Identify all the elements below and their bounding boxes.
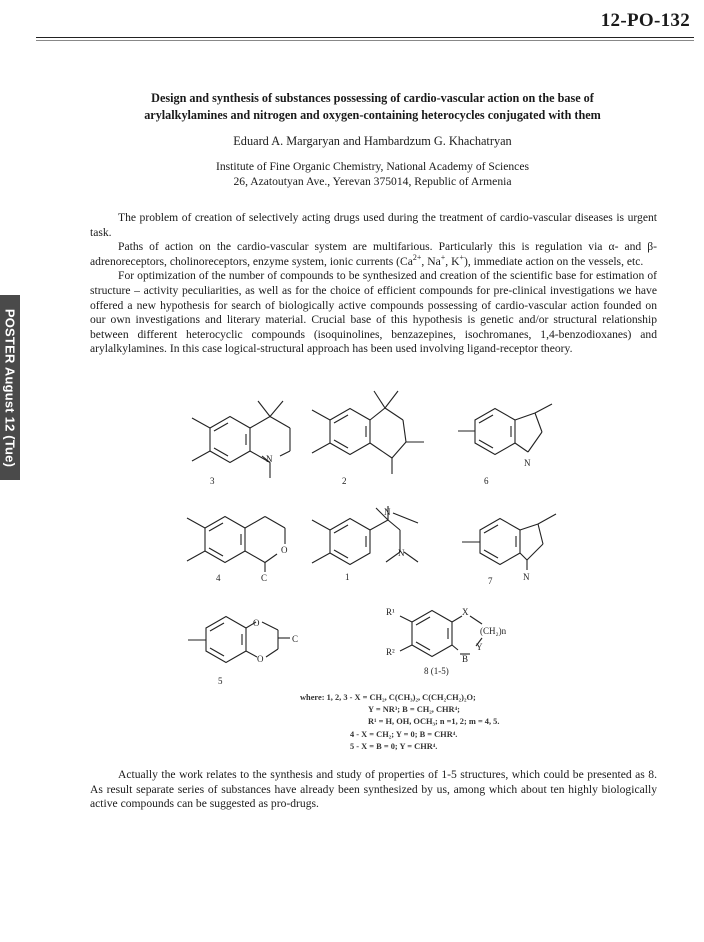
atom-c-label: C [292, 634, 299, 644]
paragraph-3: For optimization of the number of compounds to be synthesized and creation of the scientific base for estimation of structure – activity peculiarities, as well as for the choice of efficient compounds for pre-clinical investigations we have offered a new hypothesis for search of biologically active compounds possessing of cardio-vascular action founded on our own investigations and literary material. Crucial base of this hypothesis is genetic and/or structural relationship between different heterocyclic compounds (isoquinolines, benzazepines, isochromanes, 1,4-benzodioxanes) and arylalkylamines. In this case logical-structural approach has been used involving ligand-receptor theory. [90, 269, 657, 356]
poster-code: 12-PO-132 [600, 10, 690, 31]
title-line-1: Design and synthesis of substances possessing of cardio-vascular action on the base of [151, 91, 594, 105]
substituent-r2: R² [386, 647, 395, 657]
structure-1-number: 1 [345, 572, 350, 582]
definition-line: Y = NR³; B = CH₂, CHR⁴; [368, 705, 460, 715]
atom-c-label: C [261, 573, 268, 583]
structure-3-number: 3 [210, 476, 215, 486]
paragraph-2-text-d: ), immediate action on the vessels, etc. [463, 254, 644, 268]
structure-7-number: 7 [488, 576, 493, 586]
structure-5-number: 5 [218, 676, 223, 686]
affiliation-line-2: 26, Azatoutyan Ave., Yerevan 375014, Republic of Armenia [233, 174, 512, 188]
structure-8 [400, 611, 482, 657]
definition-line: R¹ = H, OH, OCH₃; n =1, 2; m = 4, 5. [368, 717, 500, 727]
atom-x-label: X [462, 607, 469, 617]
paragraph-2-text-c: , K [445, 254, 460, 268]
structure-4 [187, 517, 285, 573]
atom-o-label: O [253, 618, 260, 628]
atom-n-label: N [523, 572, 530, 582]
structure-6-number: 6 [484, 476, 489, 486]
superscript: + [459, 252, 464, 262]
affiliation-line-1: Institute of Fine Organic Chemistry, National Academy of Sciences [216, 160, 529, 173]
atom-n-label: N [266, 454, 273, 464]
atom-b-label: B [462, 654, 469, 664]
structure-5 [188, 617, 290, 663]
title-line-2: arylalkylamines and nitrogen and oxygen-containing heterocycles conjugated with them [144, 108, 601, 122]
ring-chain-label: (CH₂)n [480, 626, 507, 636]
structure-8-number: 8 (1-5) [424, 666, 449, 676]
atom-n-label: N [398, 548, 405, 558]
paragraph-4: Actually the work relates to the synthesis and study of properties of 1-5 structures, which could be presented as 8. As result separate series of substances have already been synthesized by us, among which about ten highly biologically active compounds can be suggested as pro-drugs. [90, 768, 657, 811]
substituent-r1: R¹ [386, 607, 395, 617]
structure-6 [458, 404, 552, 455]
paragraph-1: The problem of creation of selectively acting drugs used during the treatment of cardio-vascular diseases is urgent task. [90, 211, 657, 239]
atom-n-label: N [384, 507, 391, 517]
structure-3 [192, 401, 290, 478]
structure-2 [312, 391, 424, 474]
atom-o-label: O [257, 654, 264, 664]
paragraph-2-text-a: Paths of action on the cardio-vascular system are multifarious. Particularly this is regulation via α- and β-adrenoreceptors, cholinoreceptors, enzyme system, ionic currents (Ca [90, 240, 657, 268]
structure-2-number: 2 [342, 476, 347, 486]
authors: Eduard A. Margaryan and Hambardzum G. Khachatryan [233, 134, 512, 148]
paragraph-2-text-b: , Na [421, 254, 441, 268]
conclusion-body [90, 768, 657, 812]
structure-7 [462, 514, 556, 570]
substituent-definitions [300, 692, 499, 753]
atom-n-label: N [524, 458, 531, 468]
superscript: 2+ [412, 252, 422, 262]
definition-line: 4 - X = CH₂; Y = 0; B = CHR⁴. [350, 729, 458, 739]
definition-line: 5 - X = B = 0; Y = CHR⁴. [350, 741, 438, 751]
structure-4-number: 4 [216, 573, 221, 583]
atom-o-label: O [281, 545, 288, 555]
definition-line: where: 1, 2, 3 - X = CH₂, C(CH₃)₂, C(CH₂CH₂)₂O; [300, 693, 476, 702]
atom-y-label: Y [476, 642, 483, 652]
superscript: + [440, 252, 446, 262]
side-tab-label: POSTER August 12 (Tue) [2, 308, 18, 467]
